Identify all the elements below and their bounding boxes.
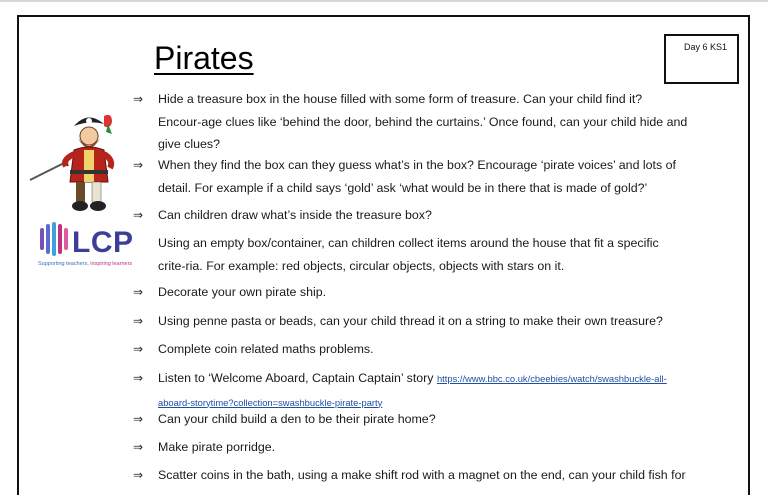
bullet-arrow-icon: ⇒ bbox=[133, 468, 144, 482]
bullet-arrow-icon: ⇒ bbox=[133, 342, 144, 356]
list-item-text: Using penne pasta or beads, can your child thread it on a string to make their own treasure? bbox=[158, 314, 663, 328]
bullet-arrow-icon: ⇒ bbox=[133, 158, 144, 172]
list-item-text: When they find the box can they guess what’s in the box? Encourage ‘pirate voices’ and lots of detail. For example if a child says ‘gold’ ask ‘what would be in there that is made of gold?’ bbox=[158, 158, 676, 195]
page-title: Pirates bbox=[154, 40, 254, 76]
bullet-arrow-icon: ⇒ bbox=[133, 208, 144, 222]
list-item-text: Can children draw what’s inside the treasure box? bbox=[158, 208, 432, 222]
lcp-logo-mark bbox=[40, 222, 72, 256]
bullet-arrow-icon: ⇒ bbox=[133, 371, 144, 385]
list-item-text: Make pirate porridge. bbox=[158, 440, 276, 454]
top-divider bbox=[0, 0, 768, 2]
lcp-tagline bbox=[38, 261, 132, 267]
list-item-text: Hide a treasure box in the house filled with some form of treasure. Can your child find it? Encour-age clues like ‘behind the door, behind the curtains.’ Once found, can your child hide and give clues? bbox=[158, 92, 688, 151]
lcp-logo-text: LCP bbox=[72, 226, 134, 259]
tagline-part2: inspiring learners bbox=[90, 261, 133, 267]
pirate-illustration bbox=[28, 110, 123, 218]
list-item-text: Complete coin related maths problems. bbox=[158, 342, 374, 356]
bullet-arrow-icon: ⇒ bbox=[133, 412, 144, 426]
bullet-arrow-icon: ⇒ bbox=[133, 92, 144, 106]
bullet-arrow-icon: ⇒ bbox=[133, 440, 144, 454]
list-item-text: Decorate your own pirate ship. bbox=[158, 285, 327, 299]
list-item-text bbox=[158, 367, 688, 414]
bullet-arrow-icon: ⇒ bbox=[133, 314, 144, 328]
tagline-part1: Supporting teachers, bbox=[38, 261, 89, 267]
story-text: Listen to ‘Welcome Aboard, Captain Captain’ story bbox=[158, 371, 434, 385]
story-link[interactable]: https://www.bbc.co.uk/cbeebies/watch/swashbuckle-all-aboard-storytime?collection=swashbuckle-pirate-party bbox=[158, 373, 667, 408]
list-item-text: Can your child build a den to be their pirate home? bbox=[158, 412, 436, 426]
day-label-box bbox=[664, 34, 739, 84]
day-label: Day 6 KS1 bbox=[684, 42, 728, 52]
bullet-arrow-icon: ⇒ bbox=[133, 285, 144, 299]
list-item-text: Using an empty box/container, can children collect items around the house that fit a specific crite-ria. For example: red objects, circular objects, objects with stars on it. bbox=[158, 236, 659, 273]
list-item-text: Scatter coins in the bath, using a make shift rod with a magnet on the end, can your child fish for bbox=[158, 468, 686, 482]
